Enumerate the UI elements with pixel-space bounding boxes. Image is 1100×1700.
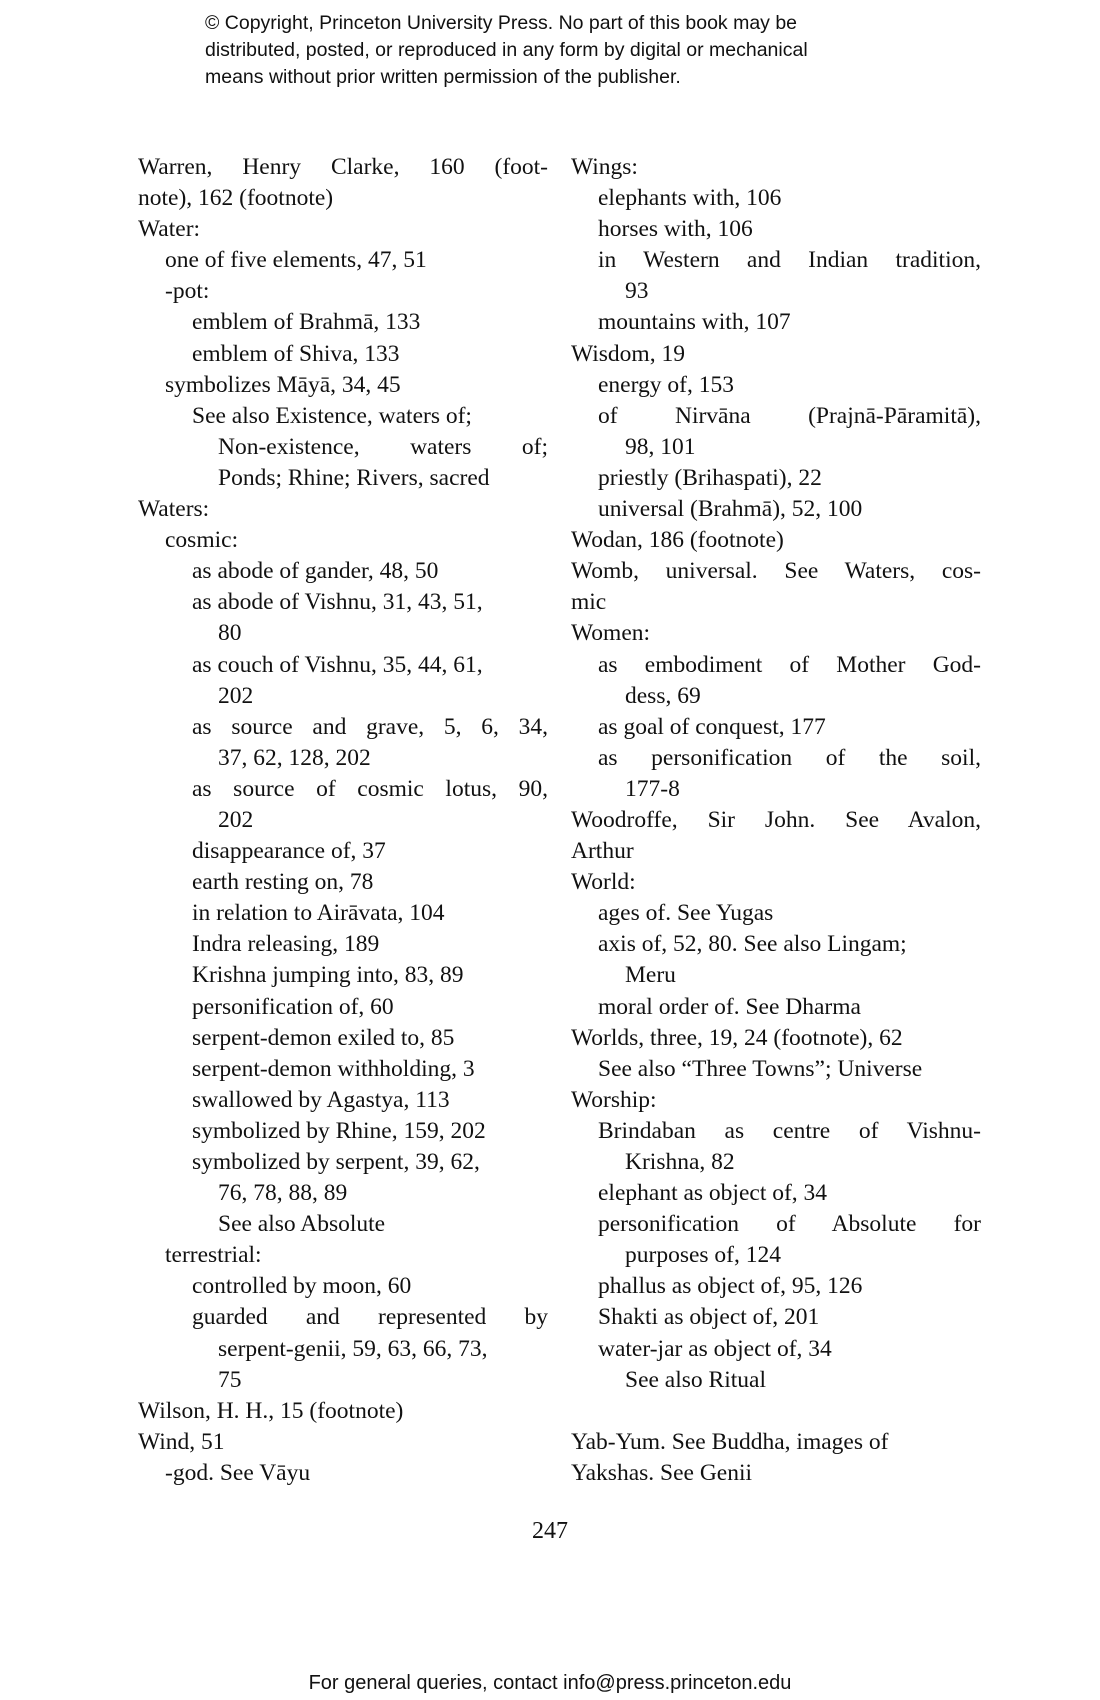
index-subentry: Meru xyxy=(625,962,676,989)
index-subentry: earth resting on, 78 xyxy=(192,869,374,896)
index-subentry: as couch of Vishnu, 35, 44, 61, xyxy=(192,651,483,678)
index-entry: Woodroffe, Sir John. See Avalon, xyxy=(571,806,981,833)
index-subentry: energy of, 153 xyxy=(598,371,734,398)
index-subentry: 177-8 xyxy=(625,775,680,802)
copyright-line: © Copyright, Princeton University Press. No part of this book may be xyxy=(205,12,798,34)
index-subentry: emblem of Shiva, 133 xyxy=(192,340,400,367)
index-subentry: moral order of. See Dharma xyxy=(598,993,861,1020)
index-subentry: in relation to Airāvata, 104 xyxy=(192,900,445,927)
index-entry: Yakshas. See Genii xyxy=(571,1459,753,1486)
index-subentry: 202 xyxy=(218,682,254,709)
index-subentry: Non-existence, waters of; xyxy=(218,433,548,460)
index-entry: Wilson, H. H., 15 (footnote) xyxy=(138,1397,404,1424)
index-subentry: Krishna, 82 xyxy=(625,1149,735,1175)
index-subentry: symbolizes Māyā, 34, 45 xyxy=(165,371,401,398)
index-subentry: disappearance of, 37 xyxy=(192,838,386,865)
index-subentry: as abode of gander, 48, 50 xyxy=(192,558,439,585)
index-subentry: mountains with, 107 xyxy=(598,309,791,336)
index-entry: Arthur xyxy=(571,838,634,865)
index-entry: Women: xyxy=(571,620,651,647)
index-subentry: -god. See Vāyu xyxy=(165,1459,311,1486)
index-subentry: See also Absolute xyxy=(218,1211,386,1238)
copyright-line: means without prior written permission of the publisher. xyxy=(205,66,681,88)
index-subentry: 76, 78, 88, 89 xyxy=(218,1180,348,1207)
index-subentry: serpent-demon exiled to, 85 xyxy=(192,1024,455,1051)
index-entry: Warren, Henry Clarke, 160 (foot- xyxy=(138,154,548,180)
index-subentry: as personification of the soil, xyxy=(598,744,981,771)
index-subentry: as source of cosmic lotus, 90, xyxy=(192,775,548,802)
index-entry: Water: xyxy=(138,216,201,243)
index-subentry: Brindaban as centre of Vishnu- xyxy=(598,1117,981,1144)
index-subentry: water-jar as object of, 34 xyxy=(598,1335,832,1362)
index-subentry: Shakti as object of, 201 xyxy=(598,1304,820,1331)
index-subentry: phallus as object of, 95, 126 xyxy=(598,1273,863,1300)
index-entry: Yab-Yum. See Buddha, images of xyxy=(571,1428,889,1455)
index-subentry: Indra releasing, 189 xyxy=(192,931,380,958)
index-subentry: ages of. See Yugas xyxy=(598,900,774,927)
index-entry: Womb, universal. See Waters, cos- xyxy=(571,558,981,585)
index-subentry: See also Existence, waters of; xyxy=(192,402,472,429)
index-subentry: as goal of conquest, 177 xyxy=(598,713,826,740)
index-subentry: cosmic: xyxy=(165,527,239,554)
index-entry: note), 162 (footnote) xyxy=(138,185,334,212)
index-subentry: elephants with, 106 xyxy=(598,185,782,212)
index-column-right xyxy=(571,152,981,1489)
index-subentry: personification of Absolute for xyxy=(598,1211,981,1238)
index-subentry: personification of, 60 xyxy=(192,993,394,1020)
index-subentry: controlled by moon, 60 xyxy=(192,1273,412,1300)
index-subentry: symbolized by Rhine, 159, 202 xyxy=(192,1117,486,1144)
copyright-line: distributed, posted, or reproduced in any form by digital or mechanical xyxy=(205,39,808,61)
index-subentry: one of five elements, 47, 51 xyxy=(165,247,427,274)
index-subentry: serpent-demon withholding, 3 xyxy=(192,1055,475,1082)
index-subentry: See also Ritual xyxy=(625,1366,766,1393)
index-entry: Worship: xyxy=(571,1086,657,1113)
page-number: 247 xyxy=(532,1518,568,1544)
index-subentry: 75 xyxy=(218,1366,242,1393)
index-subentry: 37, 62, 128, 202 xyxy=(218,744,371,771)
index-subentry: axis of, 52, 80. See also Lingam; xyxy=(598,931,907,958)
index-subentry: See also “Three Towns”; Universe xyxy=(598,1055,923,1082)
index-subentry: as source and grave, 5, 6, 34, xyxy=(192,713,548,740)
index-subentry: emblem of Brahmā, 133 xyxy=(192,309,421,336)
index-spacer xyxy=(571,1396,981,1427)
index-subentry: 80 xyxy=(218,620,242,647)
index-entry: World: xyxy=(571,869,636,896)
index-subentry: as embodiment of Mother God- xyxy=(598,651,981,678)
index-column-left xyxy=(138,152,548,1489)
index-entry: Wisdom, 19 xyxy=(571,340,685,367)
index-subentry: Krishna jumping into, 83, 89 xyxy=(192,962,464,989)
index-subentry: 98, 101 xyxy=(625,433,696,460)
index-entry: Wings: xyxy=(571,154,638,180)
index-subentry: serpent-genii, 59, 63, 66, 73, xyxy=(218,1335,488,1362)
index-subentry: of Nirvāna (Prajnā-Pāramitā), xyxy=(598,402,981,429)
footer-contact: For general queries, contact info@press.princeton.edu xyxy=(308,1672,792,1694)
index-subentry: horses with, 106 xyxy=(598,216,753,243)
index-subentry: symbolized by serpent, 39, 62, xyxy=(192,1149,480,1175)
index-subentry: elephant as object of, 34 xyxy=(598,1180,828,1207)
index-entry: mic xyxy=(571,589,607,616)
index-subentry: 202 xyxy=(218,806,254,833)
index-subentry: purposes of, 124 xyxy=(625,1242,781,1269)
index-subentry: as abode of Vishnu, 31, 43, 51, xyxy=(192,589,483,616)
copyright-notice xyxy=(205,10,965,91)
index-subentry: Ponds; Rhine; Rivers, sacred xyxy=(218,464,490,491)
index-subentry: in Western and Indian tradition, xyxy=(598,247,981,274)
index-subentry: universal (Brahmā), 52, 100 xyxy=(598,496,863,523)
index-subentry: swallowed by Agastya, 113 xyxy=(192,1086,450,1113)
index-entry: Worlds, three, 19, 24 (footnote), 62 xyxy=(571,1024,903,1051)
index-subentry: dess, 69 xyxy=(625,682,701,709)
index-subentry: guarded and represented by xyxy=(192,1304,548,1331)
index-subentry: -pot: xyxy=(165,278,210,305)
index-subentry: 93 xyxy=(625,278,649,305)
index-subentry: terrestrial: xyxy=(165,1242,262,1269)
index-entry: Wodan, 186 (footnote) xyxy=(571,527,784,554)
index-subentry: priestly (Brihaspati), 22 xyxy=(598,464,822,491)
index-entry: Wind, 51 xyxy=(138,1428,225,1455)
index-entry: Waters: xyxy=(138,496,210,523)
